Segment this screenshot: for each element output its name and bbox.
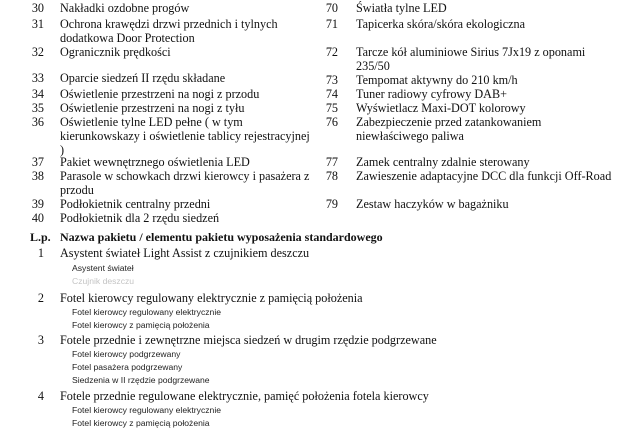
- item-number: 75: [325, 101, 338, 115]
- item-number: 30: [31, 1, 44, 15]
- column-header-lp: L.p.: [30, 230, 51, 244]
- item-text: Ogranicznik prędkości: [60, 45, 171, 59]
- package-subitem: Fotel kierowcy z pamięcią położenia: [72, 320, 210, 330]
- item-number: 73: [325, 73, 338, 87]
- item-text: Parasole w schowkach drzwi kierowcy i pasażera z: [60, 169, 310, 183]
- item-text: Wyświetlacz Maxi-DOT kolorowy: [356, 101, 526, 115]
- package-subitem: Fotel kierowcy regulowany elektrycznie: [72, 307, 222, 317]
- item-number: 77: [325, 155, 338, 169]
- item-text: niewłaściwego paliwa: [356, 129, 464, 143]
- item-text: Zabezpieczenie przed zatankowaniem: [356, 115, 542, 129]
- item-text: przodu: [60, 183, 94, 197]
- item-text: Podłokietnik dla 2 rzędu siedzeń: [60, 211, 220, 225]
- item-text: Zawieszenie adaptacyjne DCC dla funkcji Off-Road: [356, 169, 612, 183]
- item-text: Ochrona krawędzi drzwi przednich i tylnych: [60, 17, 278, 31]
- item-number: 76: [325, 115, 338, 129]
- item-text: Oświetlenie przestrzeni na nogi z przodu: [60, 87, 260, 101]
- item-text: Nakładki ozdobne progów: [60, 1, 190, 15]
- item-text: Oświetlenie przestrzeni na nogi z tyłu: [60, 101, 245, 115]
- item-text: Zestaw haczyków w bagażniku: [356, 197, 509, 211]
- item-number: 74: [325, 87, 338, 101]
- package-number: 1: [37, 246, 44, 260]
- package-name: Asystent świateł Light Assist z czujnikiem deszczu: [60, 246, 310, 260]
- item-text: Oświetlenie tylne LED pełne ( w tym: [60, 115, 243, 129]
- package-subitem: Fotel pasażera podgrzewany: [72, 362, 183, 372]
- package-subitem: Siedzenia w II rzędzie podgrzewane: [72, 375, 210, 385]
- package-subitem: Fotel kierowcy z pamięcią położenia: [72, 418, 210, 428]
- package-subitem: Czujnik deszczu: [72, 276, 135, 286]
- column-header-name: Nazwa pakietu / elementu pakietu wyposażenia standardowego: [60, 230, 383, 244]
- item-number: 40: [31, 211, 44, 225]
- item-number: 78: [325, 169, 338, 183]
- package-subitem: Fotel kierowcy podgrzewany: [72, 349, 181, 359]
- item-number: 71: [325, 17, 338, 31]
- item-number: 33: [31, 71, 44, 85]
- item-number: 79: [325, 197, 338, 211]
- item-number: 36: [31, 115, 44, 129]
- item-text: Oparcie siedzeń II rzędu składane: [60, 71, 226, 85]
- package-name: Fotel kierowcy regulowany elektrycznie z pamięcią położenia: [60, 291, 363, 305]
- package-subitem: Asystent świateł: [72, 263, 134, 273]
- package-subitem: Fotel kierowcy regulowany elektrycznie: [72, 405, 222, 415]
- item-number: 38: [31, 169, 44, 183]
- item-text: ): [60, 143, 65, 157]
- item-number: 39: [31, 197, 44, 211]
- item-number: 70: [325, 1, 338, 15]
- item-text: Tapicerka skóra/skóra ekologiczna: [356, 17, 526, 31]
- item-text: Światła tylne LED: [356, 1, 447, 15]
- item-text: Tarcze kół aluminiowe Sirius 7Jx19 z oponami: [356, 45, 586, 59]
- package-number: 4: [37, 389, 44, 403]
- item-text: Zamek centralny zdalnie sterowany: [356, 155, 530, 169]
- item-text: Podłokietnik centralny przedni: [60, 197, 211, 211]
- item-number: 72: [325, 45, 338, 59]
- item-number: 35: [31, 101, 44, 115]
- item-text: Pakiet wewnętrznego oświetlenia LED: [60, 155, 250, 169]
- item-text: 235/50: [356, 59, 390, 73]
- package-name: Fotele przednie i zewnętrzne miejsca siedzeń w drugim rzędzie podgrzewane: [60, 333, 437, 347]
- package-number: 3: [37, 333, 44, 347]
- item-number: 32: [31, 45, 44, 59]
- item-number: 31: [31, 17, 44, 31]
- item-text: kierunkowskazy i oświetlenie tablicy rejestracyjnej: [60, 129, 310, 143]
- item-number: 34: [31, 87, 44, 101]
- item-text: dodatkowa Door Protection: [60, 31, 195, 45]
- item-number: 37: [31, 155, 44, 169]
- item-text: Tuner radiowy cyfrowy DAB+: [356, 87, 507, 101]
- item-text: Tempomat aktywny do 210 km/h: [356, 73, 518, 87]
- package-number: 2: [37, 291, 44, 305]
- package-name: Fotele przednie regulowane elektrycznie, pamięć położenia fotela kierowcy: [60, 389, 429, 403]
